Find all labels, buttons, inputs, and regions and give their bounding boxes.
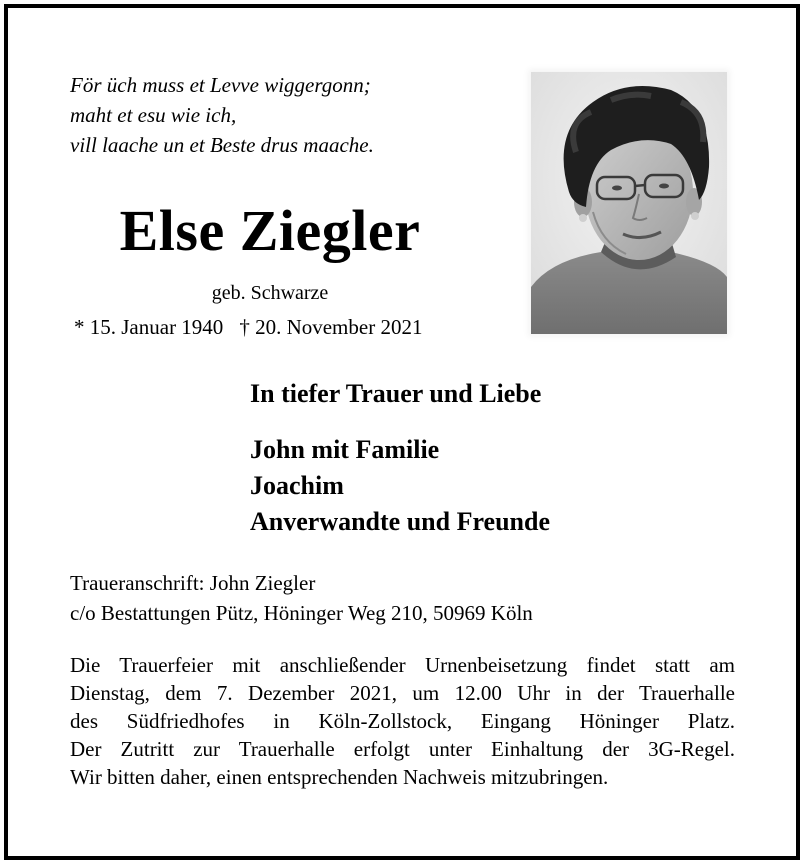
- portrait-photo: [531, 72, 727, 334]
- mourning-address: [70, 568, 533, 628]
- funeral-notice: [70, 651, 735, 791]
- poem: [70, 70, 374, 160]
- mourning-heading: In tiefer Trauer und Liebe: [250, 379, 542, 408]
- notice-line: Der Zutritt zur Trauerhalle erfolgt unter Einhaltung der 3G-Regel.: [70, 737, 735, 761]
- birth-name: geb. Schwarze: [211, 282, 329, 304]
- address-line: Traueranschrift: John Ziegler: [70, 571, 316, 595]
- mourner-name: Anverwandte und Freunde: [250, 507, 551, 536]
- poem-line: maht et esu wie ich,: [70, 103, 237, 127]
- life-dates: [74, 313, 422, 341]
- poem-line: För üch muss et Levve wiggergonn;: [70, 73, 371, 97]
- birth-date: * 15. Januar 1940: [74, 315, 224, 339]
- notice-line: Wir bitten daher, einen entsprechenden Nachweis mitzubringen.: [70, 765, 609, 789]
- death-date: † 20. November 2021: [239, 315, 423, 339]
- notice-line: des Südfriedhofes in Köln-Zollstock, Eingang Höninger Platz.: [70, 709, 735, 733]
- deceased-name: Else Ziegler: [119, 198, 421, 263]
- portrait-icon: [531, 72, 727, 334]
- notice-line: Die Trauerfeier mit anschließender Urnenbeisetzung findet statt am: [70, 653, 735, 677]
- poem-line: vill laache un et Beste drus maache.: [70, 133, 374, 157]
- mourners-list: [250, 432, 550, 540]
- mourner-name: Joachim: [250, 471, 344, 500]
- mourner-name: John mit Familie: [250, 435, 440, 464]
- notice-line: Dienstag, dem 7. Dezember 2021, um 12.00 Uhr in der Trauerhalle: [70, 681, 735, 705]
- address-line: c/o Bestattungen Pütz, Höninger Weg 210, 50969 Köln: [70, 601, 533, 625]
